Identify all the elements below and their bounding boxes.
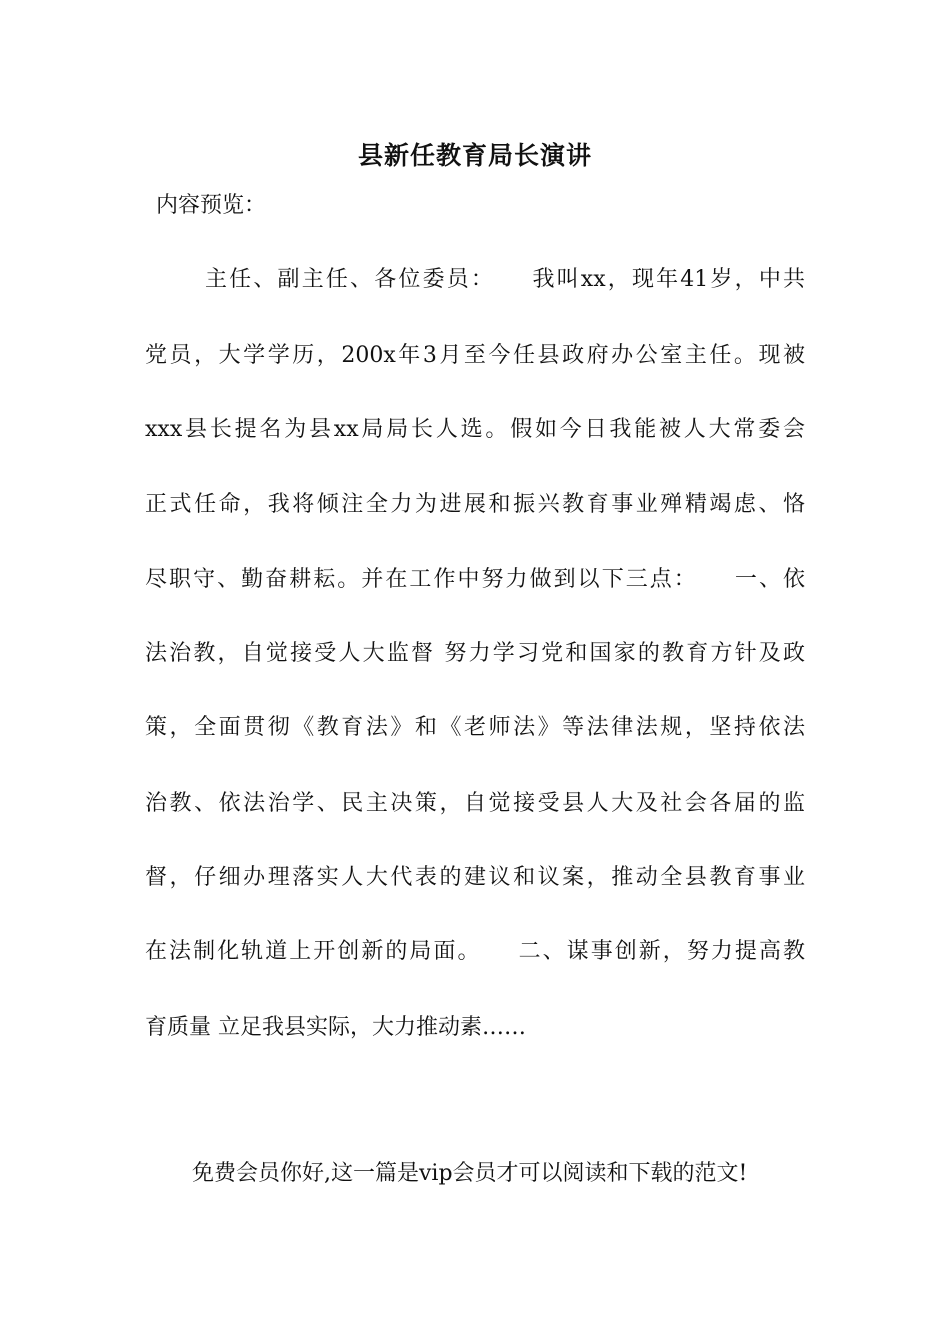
vip-notice: 免费会员你好,这一篇是vip会员才可以阅读和下载的范文!: [192, 1161, 748, 1186]
body-line: 正式任命，我将倾注全力为进展和振兴教育事业殚精竭虑、恪: [145, 492, 805, 517]
body-line: 策，全面贯彻《教育法》和《老师法》等法律法规，坚持依法: [145, 715, 805, 740]
body-line: 主任、副主任、各位委员： 我叫xx，现年41岁，中共: [205, 267, 805, 292]
body-line: 治教、依法治学、民主决策，自觉接受县人大及社会各届的监: [145, 791, 805, 816]
preview-label: 内容预览：: [156, 193, 267, 218]
body-line: 督，仔细办理落实人大代表的建议和议案，推动全县教育事业: [145, 865, 805, 890]
body-line: 党员，大学学历，200x年3月至今任县政府办公室主任。现被: [145, 343, 805, 368]
body-line: 育质量 立足我县实际，大力推动素……: [145, 1015, 526, 1040]
body-line: 尽职守、勤奋耕耘。并在工作中努力做到以下三点： 一、依: [145, 567, 805, 592]
document-title: 县新任教育局长演讲: [357, 141, 592, 170]
body-line: 法治教，自觉接受人大监督 努力学习党和国家的教育方针及政: [145, 641, 805, 666]
body-line: 在法制化轨道上开创新的局面。 二、谋事创新，努力提高教: [145, 939, 805, 964]
body-line: xxx县长提名为县xx局局长人选。假如今日我能被人大常委会: [145, 417, 805, 442]
